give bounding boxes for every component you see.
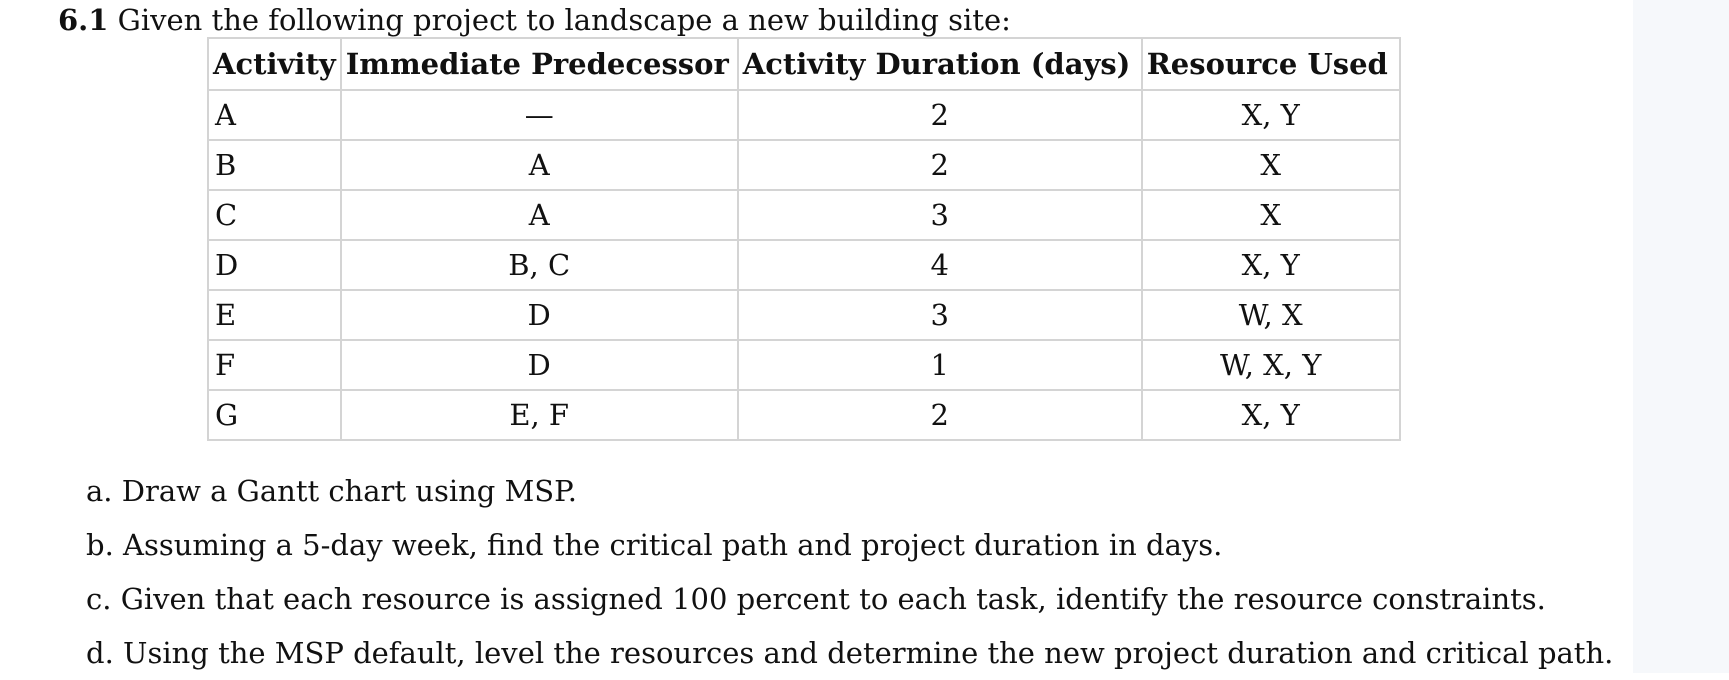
resources-cell: X, Y [1142,240,1400,290]
table-row [208,290,1400,340]
activity-cell: B [208,140,341,190]
table-row [208,190,1400,240]
table-row [208,390,1400,440]
activity-cell: E [208,290,341,340]
question-parts [86,464,1613,680]
duration-cell: 2 [738,90,1142,140]
resources-cell: X [1142,140,1400,190]
resources-cell: X [1142,190,1400,240]
header-immediate-predecessor: Immediate Predecessor [341,38,738,90]
table-row [208,240,1400,290]
part-text: Draw a Gantt chart using MSP. [121,474,577,508]
table-body [208,90,1400,440]
predecessor-cell: D [341,290,738,340]
resources-cell: W, X [1142,290,1400,340]
predecessor-cell: — [341,90,738,140]
header-resource-used: Resource Used [1142,38,1400,90]
activity-cell: C [208,190,341,240]
part-text: Assuming a 5-day week, find the critical path and project duration in days. [123,528,1223,562]
activity-cell: D [208,240,341,290]
problem-number: 6.1 [58,3,109,37]
duration-cell: 3 [738,190,1142,240]
question-part-c [86,572,1613,626]
activity-cell: F [208,340,341,390]
activity-table [207,37,1401,441]
page-margin-strip [1633,0,1729,673]
predecessor-cell: D [341,340,738,390]
header-row [208,38,1400,90]
activity-cell: G [208,390,341,440]
predecessor-cell: B, C [341,240,738,290]
problem-heading [58,2,1011,38]
predecessor-cell: A [341,190,738,240]
part-label: a. [86,474,113,508]
predecessor-cell: A [341,140,738,190]
duration-cell: 3 [738,290,1142,340]
part-text: Given that each resource is assigned 100 percent to each task, identify the resource constraints. [120,582,1546,616]
part-label: d. [86,636,114,670]
header-activity-duration: Activity Duration (days) [738,38,1142,90]
table-row [208,90,1400,140]
question-part-b [86,518,1613,572]
duration-cell: 2 [738,390,1142,440]
problem-statement: Given the following project to landscape a new building site: [117,3,1011,37]
part-text: Using the MSP default, level the resources and determine the new project duration and critical path. [123,636,1614,670]
header-activity: Activity [208,38,341,90]
duration-cell: 4 [738,240,1142,290]
resources-cell: W, X, Y [1142,340,1400,390]
table-header [208,38,1400,90]
duration-cell: 2 [738,140,1142,190]
activity-cell: A [208,90,341,140]
predecessor-cell: E, F [341,390,738,440]
table-row [208,340,1400,390]
resources-cell: X, Y [1142,90,1400,140]
part-label: b. [86,528,114,562]
question-part-d [86,626,1613,680]
part-label: c. [86,582,112,616]
duration-cell: 1 [738,340,1142,390]
question-part-a [86,464,1613,518]
table-row [208,140,1400,190]
resources-cell: X, Y [1142,390,1400,440]
